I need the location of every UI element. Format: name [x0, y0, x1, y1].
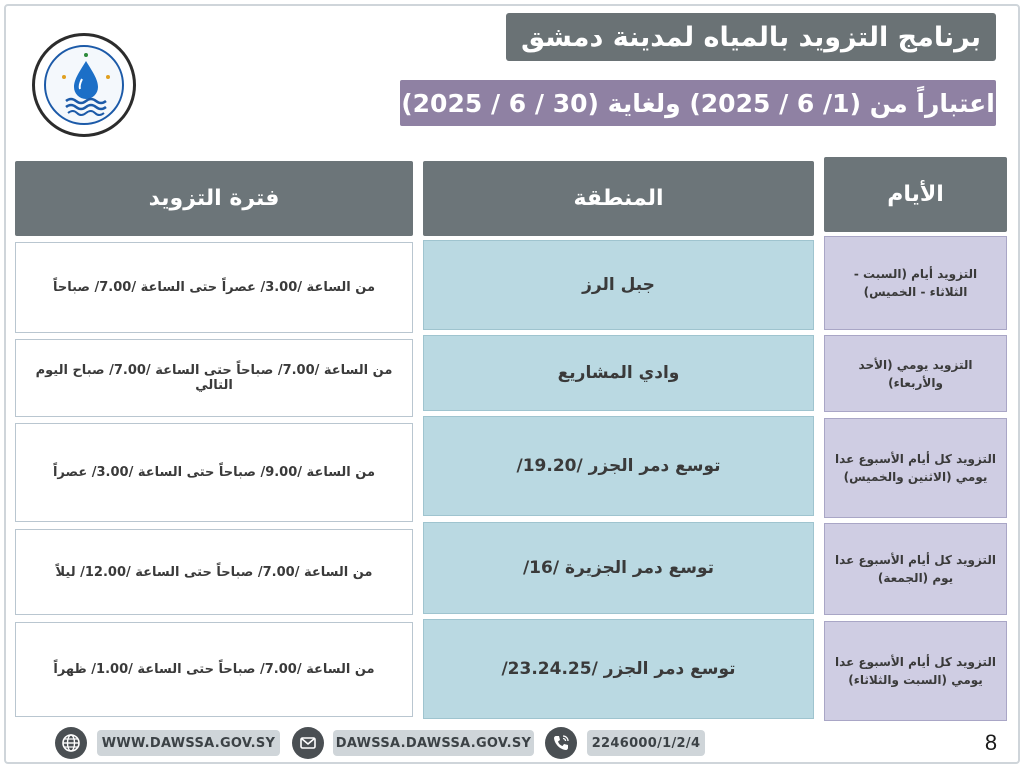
row-4-period: من الساعة /7.00/ صباحاً حتى الساعة /12.00/ ليلاً: [15, 529, 413, 615]
row-2-period: من الساعة /7.00/ صباحاً حتى الساعة /7.00/ صباح اليوم التالي: [15, 339, 413, 417]
row-1-area: جبل الرز: [423, 240, 814, 330]
row-3-area: توسع دمر الجزر /19.20/: [423, 416, 814, 516]
row-5-days: التزويد كل أيام الأسبوع عدا يومي (السبت والثلاثاء): [824, 621, 1007, 721]
page-title: برنامج التزويد بالمياه لمدينة دمشق: [506, 13, 996, 61]
water-drop-emblem-icon: [44, 45, 124, 125]
phone-number[interactable]: 2246000/1/2/4: [587, 730, 705, 756]
phone-icon: [545, 727, 577, 759]
column-header-area: المنطقة: [423, 161, 814, 236]
row-2-area: وادي المشاريع: [423, 335, 814, 411]
envelope-icon: [292, 727, 324, 759]
row-1-period: من الساعة /3.00/ عصراً حتى الساعة /7.00/ صباحاً: [15, 242, 413, 333]
dawssa-logo: [32, 33, 136, 137]
row-5-area: توسع دمر الجزر /23.24.25/: [423, 619, 814, 719]
date-range-subtitle: اعتباراً من (1/ 6 / 2025) ولغاية (30 / 6 / 2025): [400, 80, 996, 126]
website-link[interactable]: WWW.DAWSSA.GOV.SY: [97, 730, 280, 756]
email-link[interactable]: DAWSSA.DAWSSA.GOV.SY: [333, 730, 534, 756]
row-5-period: من الساعة /7.00/ صباحاً حتى الساعة /1.00/ ظهراً: [15, 622, 413, 717]
column-header-period: فترة التزويد: [15, 161, 413, 236]
row-3-period: من الساعة /9.00/ صباحاً حتى الساعة /3.00/ عصراً: [15, 423, 413, 522]
row-1-days: التزويد أيام (السبت - الثلاثاء - الخميس): [824, 236, 1007, 330]
row-4-days: التزويد كل أيام الأسبوع عدا يوم (الجمعة): [824, 523, 1007, 615]
column-header-days: الأيام: [824, 157, 1007, 232]
globe-icon: [55, 727, 87, 759]
row-3-days: التزويد كل أيام الأسبوع عدا يومي (الاثنين والخميس): [824, 418, 1007, 518]
page-number: 8: [984, 730, 998, 755]
row-4-area: توسع دمر الجزيرة /16/: [423, 522, 814, 614]
row-2-days: التزويد يومي (الأحد والأربعاء): [824, 335, 1007, 412]
